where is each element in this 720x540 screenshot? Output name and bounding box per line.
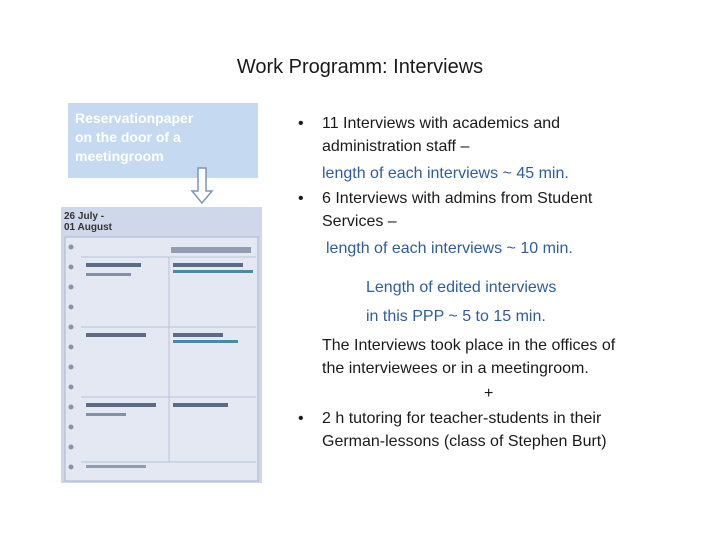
bullet-text: 6 Interviews with admins from Student — [322, 190, 593, 207]
bullet-text: Services – — [322, 213, 397, 230]
reservation-paper-photo — [61, 207, 262, 483]
bullet-text: administration staff – — [322, 138, 470, 155]
bullet-item — [298, 112, 708, 135]
paragraph-text: the interviewees or in a meetingroom. — [322, 360, 589, 377]
bullet-continuation — [298, 430, 708, 453]
paragraph-text: Length of edited interviews — [366, 279, 557, 296]
bullet-text: 2 h tutoring for teacher-students in their — [322, 410, 602, 427]
plus-line — [298, 382, 708, 405]
date-line: 01 August — [64, 222, 112, 233]
paragraph-text: The Interviews took place in the offices of — [322, 337, 616, 354]
caption-line: on the door of a — [75, 129, 181, 145]
paper-illustration — [61, 207, 262, 483]
bullet-list — [298, 112, 708, 453]
bullet-item — [298, 407, 708, 430]
bullet-icon: • — [298, 115, 304, 132]
caption-line: meetingroom — [75, 148, 164, 164]
slide-title: Work Programm: Interviews — [236, 56, 484, 78]
bullet-text: length of each interviews ~ 45 min. — [322, 165, 569, 182]
bullet-icon: • — [298, 410, 304, 427]
bullet-continuation — [298, 162, 708, 185]
paragraph-line — [298, 357, 708, 380]
bullet-text: German-lessons (class of Stephen Burt) — [322, 433, 607, 450]
bullet-continuation — [298, 135, 708, 158]
paragraph-line — [298, 276, 708, 299]
paragraph-line — [298, 334, 708, 357]
bullet-item — [298, 187, 708, 210]
paragraph-line — [298, 305, 708, 328]
bullet-icon: • — [298, 190, 304, 207]
bullet-continuation — [298, 237, 708, 260]
caption-line: Reservationpaper — [75, 110, 194, 126]
photo-caption-box — [68, 103, 258, 178]
bullet-text: length of each interviews ~ 10 min. — [326, 240, 573, 257]
bullet-continuation — [298, 210, 708, 233]
photo-date-label — [64, 211, 112, 233]
paragraph-text: in this PPP ~ 5 to 15 min. — [366, 308, 546, 325]
down-arrow-icon — [190, 167, 214, 205]
plus-sign: + — [484, 385, 494, 402]
date-line: 26 July - — [64, 211, 105, 222]
bullet-text: 11 Interviews with academics and — [322, 115, 561, 132]
